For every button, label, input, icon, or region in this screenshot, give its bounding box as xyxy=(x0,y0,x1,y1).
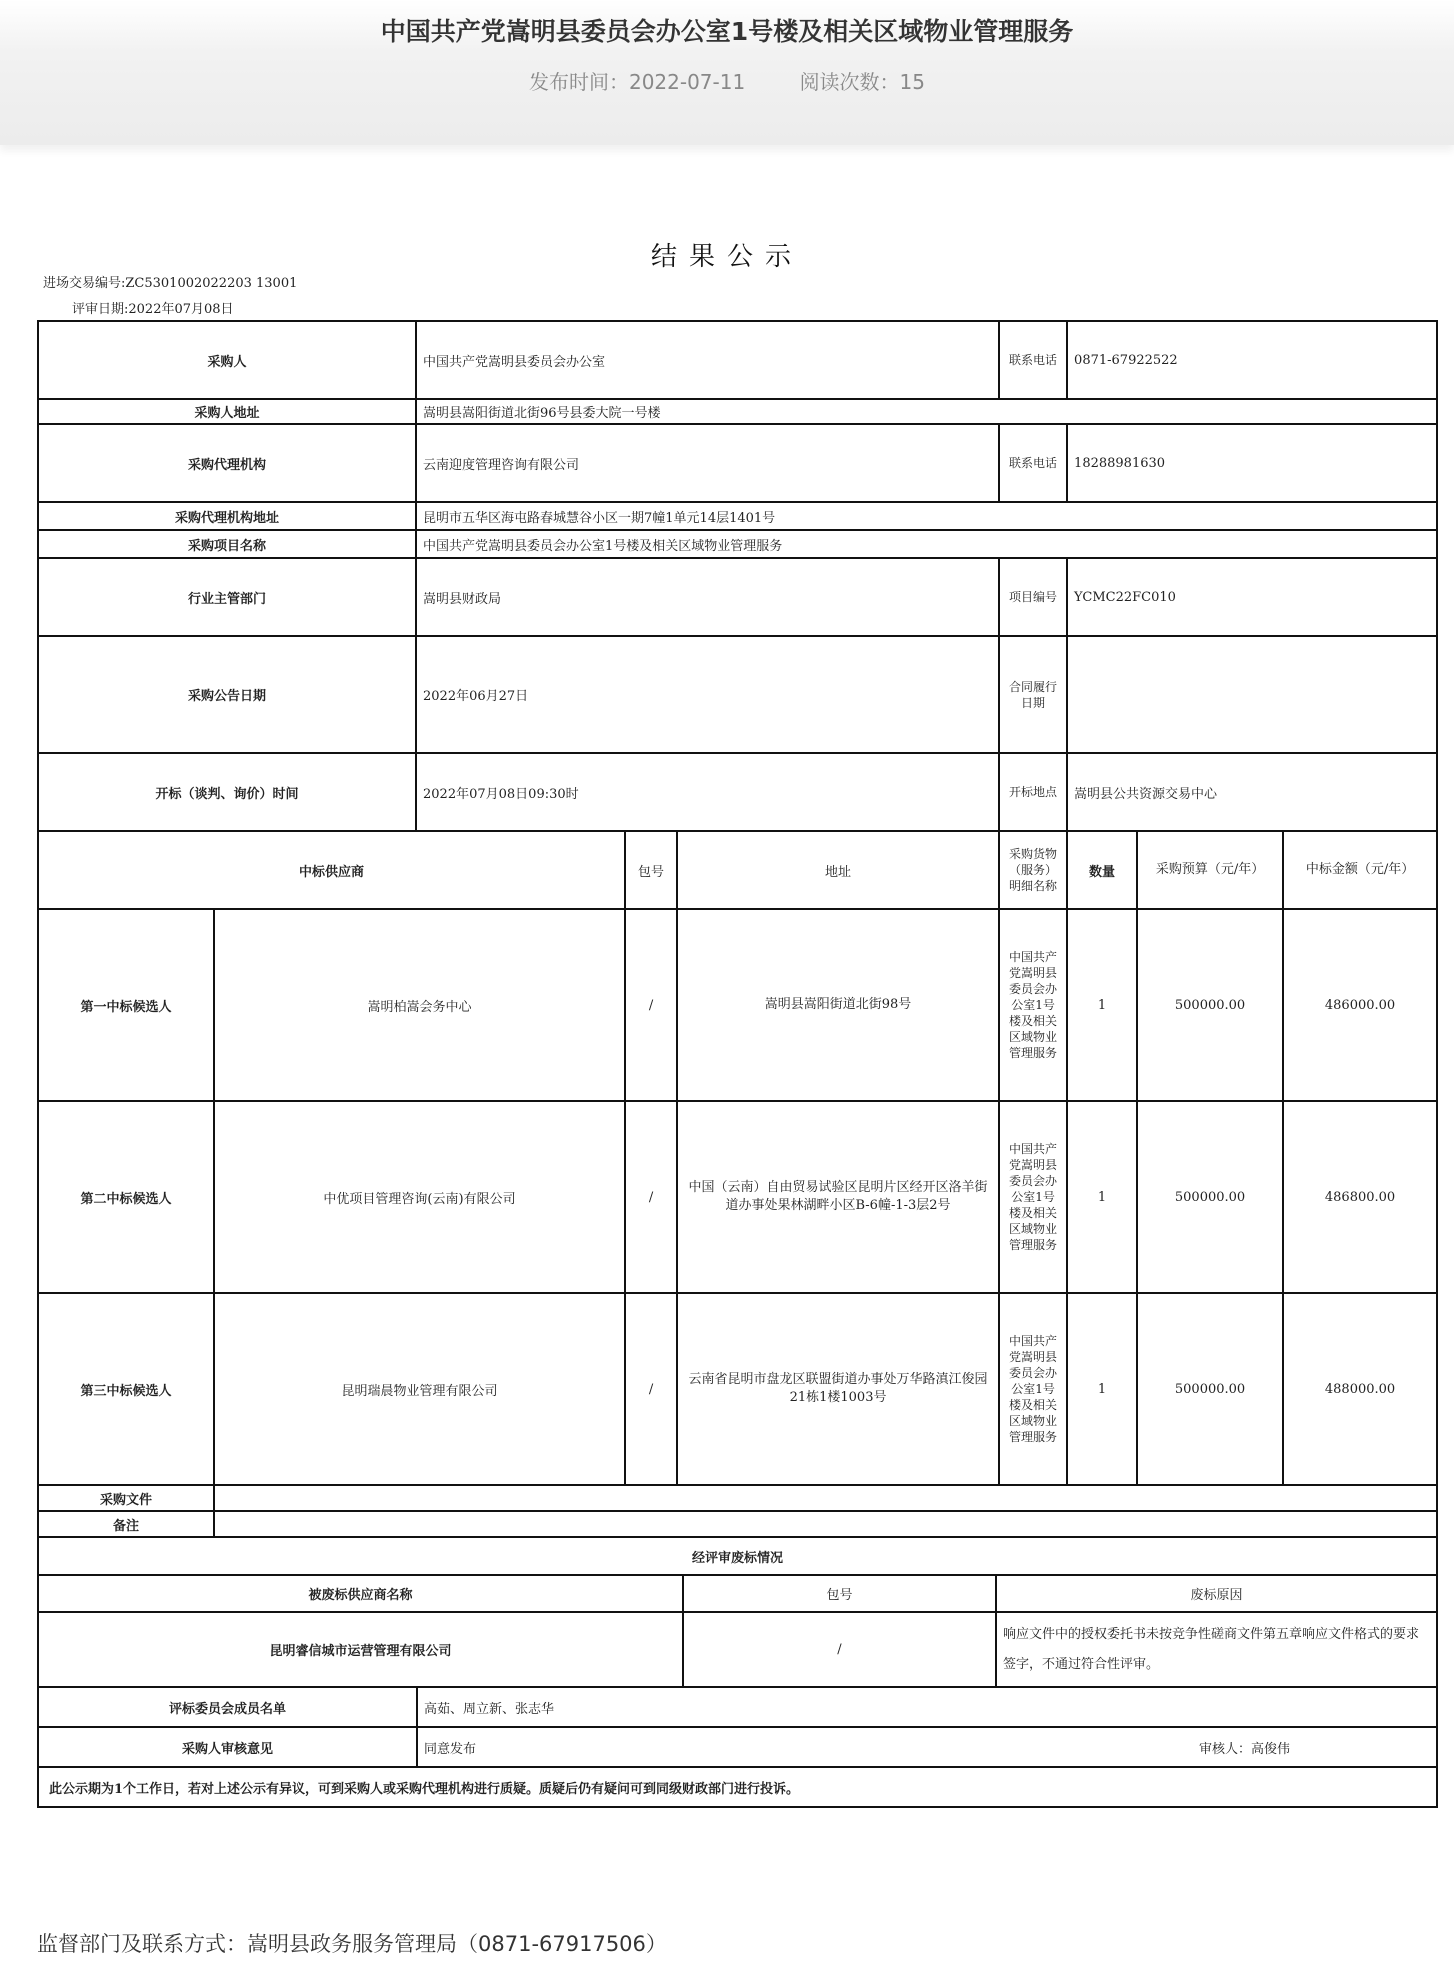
rejected-reason: 响应文件中的授权委托书未按竞争性磋商文件第五章响应文件格式的要求签字，不通过符合性评审。 xyxy=(996,1612,1437,1687)
rejected-table xyxy=(37,1574,1438,1688)
open-place: 嵩明县公共资源交易中心 xyxy=(1067,753,1437,831)
header-address: 地址 xyxy=(677,831,999,909)
candidate-amount: 486000.00 xyxy=(1283,909,1437,1101)
open-time: 2022年07月08日09:30时 xyxy=(416,753,999,831)
candidate-name: 中优项目管理咨询(云南)有限公司 xyxy=(214,1101,625,1293)
rejected-title: 经评审废标情况 xyxy=(38,1537,1437,1575)
candidate-package: / xyxy=(625,1101,677,1293)
table-row xyxy=(38,909,1437,1101)
purchaser-phone: 0871-67922522 xyxy=(1067,321,1437,399)
project-name: 中国共产党嵩明县委员会办公室1号楼及相关区域物业管理服务 xyxy=(416,530,1437,558)
rejected-header-package: 包号 xyxy=(683,1575,996,1612)
candidate-address: 中国（云南）自由贸易试验区昆明片区经开区洛羊街道办事处果林湖畔小区B-6幢-1-3层2号 xyxy=(677,1101,999,1293)
opinion-cell xyxy=(417,1727,1437,1767)
project-number: YCMC22FC010 xyxy=(1067,558,1437,636)
candidate-amount: 486800.00 xyxy=(1283,1101,1437,1293)
candidate-package: / xyxy=(625,1293,677,1485)
notice-date: 2022年06月27日 xyxy=(416,636,999,753)
committee-members: 高茹、周立新、张志华 xyxy=(417,1687,1437,1727)
table-row xyxy=(38,1293,1437,1485)
article-title: 中国共产党嵩明县委员会办公室1号楼及相关区域物业管理服务 xyxy=(380,17,1074,46)
candidate-budget: 500000.00 xyxy=(1137,909,1283,1101)
open-time-label: 开标（谈判、询价）时间 xyxy=(38,753,416,831)
candidate-qty: 1 xyxy=(1067,909,1137,1101)
purchaser-value: 中国共产党嵩明县委员会办公室 xyxy=(416,321,999,399)
contract-date xyxy=(1067,636,1437,753)
header-budget: 采购预算（元/年） xyxy=(1137,831,1283,909)
notice-text: 此公示期为1个工作日，若对上述公示有异议，可到采购人或采购代理机构进行质疑。质疑后仍有疑问可到同级财政部门进行投诉。 xyxy=(38,1767,1437,1807)
remark-value xyxy=(214,1511,1437,1537)
dept-label: 行业主管部门 xyxy=(38,558,416,636)
candidate-goods: 中国共产党嵩明县委员会办公室1号楼及相关区域物业管理服务 xyxy=(999,909,1067,1101)
read-count: 阅读次数：15 xyxy=(799,70,926,94)
open-place-label: 开标地点 xyxy=(999,753,1067,831)
candidate-name: 嵩明柏嵩会务中心 xyxy=(214,909,625,1101)
review-date: 评审日期:2022年07月08日 xyxy=(72,302,234,317)
dept-value: 嵩明县财政局 xyxy=(416,558,999,636)
project-name-label: 采购项目名称 xyxy=(38,530,416,558)
purchaser-phone-label: 联系电话 xyxy=(999,321,1067,399)
rejected-header-name: 被废标供应商名称 xyxy=(38,1575,683,1612)
article-meta xyxy=(0,66,1454,95)
rejected-header-reason: 废标原因 xyxy=(996,1575,1437,1612)
header-supplier: 中标供应商 xyxy=(38,831,625,909)
purchaser-label: 采购人 xyxy=(38,321,416,399)
purchaser-address: 嵩明县嵩阳街道北街96号县委大院一号楼 xyxy=(416,399,1437,424)
header-package: 包号 xyxy=(625,831,677,909)
candidate-budget: 500000.00 xyxy=(1137,1293,1283,1485)
candidate-address: 嵩明县嵩阳街道北街98号 xyxy=(677,909,999,1101)
agency-label: 采购代理机构 xyxy=(38,424,416,502)
files-value xyxy=(214,1485,1437,1511)
opinion-value: 同意发布 xyxy=(424,1741,477,1757)
publish-date: 发布时间：2022-07-11 xyxy=(528,70,746,94)
table-row xyxy=(38,1101,1437,1293)
agency-address-label: 采购代理机构地址 xyxy=(38,502,416,530)
candidate-qty: 1 xyxy=(1067,1293,1137,1485)
candidate-address: 云南省昆明市盘龙区联盟街道办事处万华路滇江俊园21栋1楼1003号 xyxy=(677,1293,999,1485)
committee-label: 评标委员会成员名单 xyxy=(38,1687,417,1727)
agency-address: 昆明市五华区海屯路春城慧谷小区一期7幢1单元14层1401号 xyxy=(416,502,1437,530)
purchaser-address-label: 采购人地址 xyxy=(38,399,416,424)
rejected-package: / xyxy=(683,1612,996,1687)
agency-phone-label: 联系电话 xyxy=(999,424,1067,502)
remark-label: 备注 xyxy=(38,1511,214,1537)
contract-date-label: 合同履行日期 xyxy=(999,636,1067,753)
candidate-rank: 第一中标候选人 xyxy=(38,909,214,1101)
notice-date-label: 采购公告日期 xyxy=(38,636,416,753)
transaction-number: 进场交易编号:ZC5301002022203 13001 xyxy=(43,276,298,291)
opinion-label: 采购人审核意见 xyxy=(38,1727,417,1767)
result-table xyxy=(37,320,1438,1576)
agency-value: 云南迎度管理咨询有限公司 xyxy=(416,424,999,502)
review-table xyxy=(37,1686,1438,1808)
candidate-rank: 第三中标候选人 xyxy=(38,1293,214,1485)
article-header xyxy=(0,0,1454,145)
supervision-info: 监督部门及联系方式：嵩明县政务服务管理局（0871-67917506） xyxy=(37,1932,667,1956)
header-qty: 数量 xyxy=(1067,831,1137,909)
project-number-label: 项目编号 xyxy=(999,558,1067,636)
candidate-qty: 1 xyxy=(1067,1101,1137,1293)
agency-phone: 18288981630 xyxy=(1067,424,1437,502)
candidate-name: 昆明瑞晨物业管理有限公司 xyxy=(214,1293,625,1485)
candidate-budget: 500000.00 xyxy=(1137,1101,1283,1293)
candidate-package: / xyxy=(625,909,677,1101)
files-label: 采购文件 xyxy=(38,1485,214,1511)
candidate-rank: 第二中标候选人 xyxy=(38,1101,214,1293)
rejected-name: 昆明睿信城市运营管理有限公司 xyxy=(38,1612,683,1687)
candidate-goods: 中国共产党嵩明县委员会办公室1号楼及相关区域物业管理服务 xyxy=(999,1293,1067,1485)
header-amount: 中标金额（元/年） xyxy=(1283,831,1437,909)
doc-heading: 结果公示 xyxy=(650,242,803,272)
candidate-amount: 488000.00 xyxy=(1283,1293,1437,1485)
candidate-goods: 中国共产党嵩明县委员会办公室1号楼及相关区域物业管理服务 xyxy=(999,1101,1067,1293)
reviewer: 审核人：高俊伟 xyxy=(1198,1741,1290,1757)
header-goods: 采购货物（服务）明细名称 xyxy=(999,831,1067,909)
